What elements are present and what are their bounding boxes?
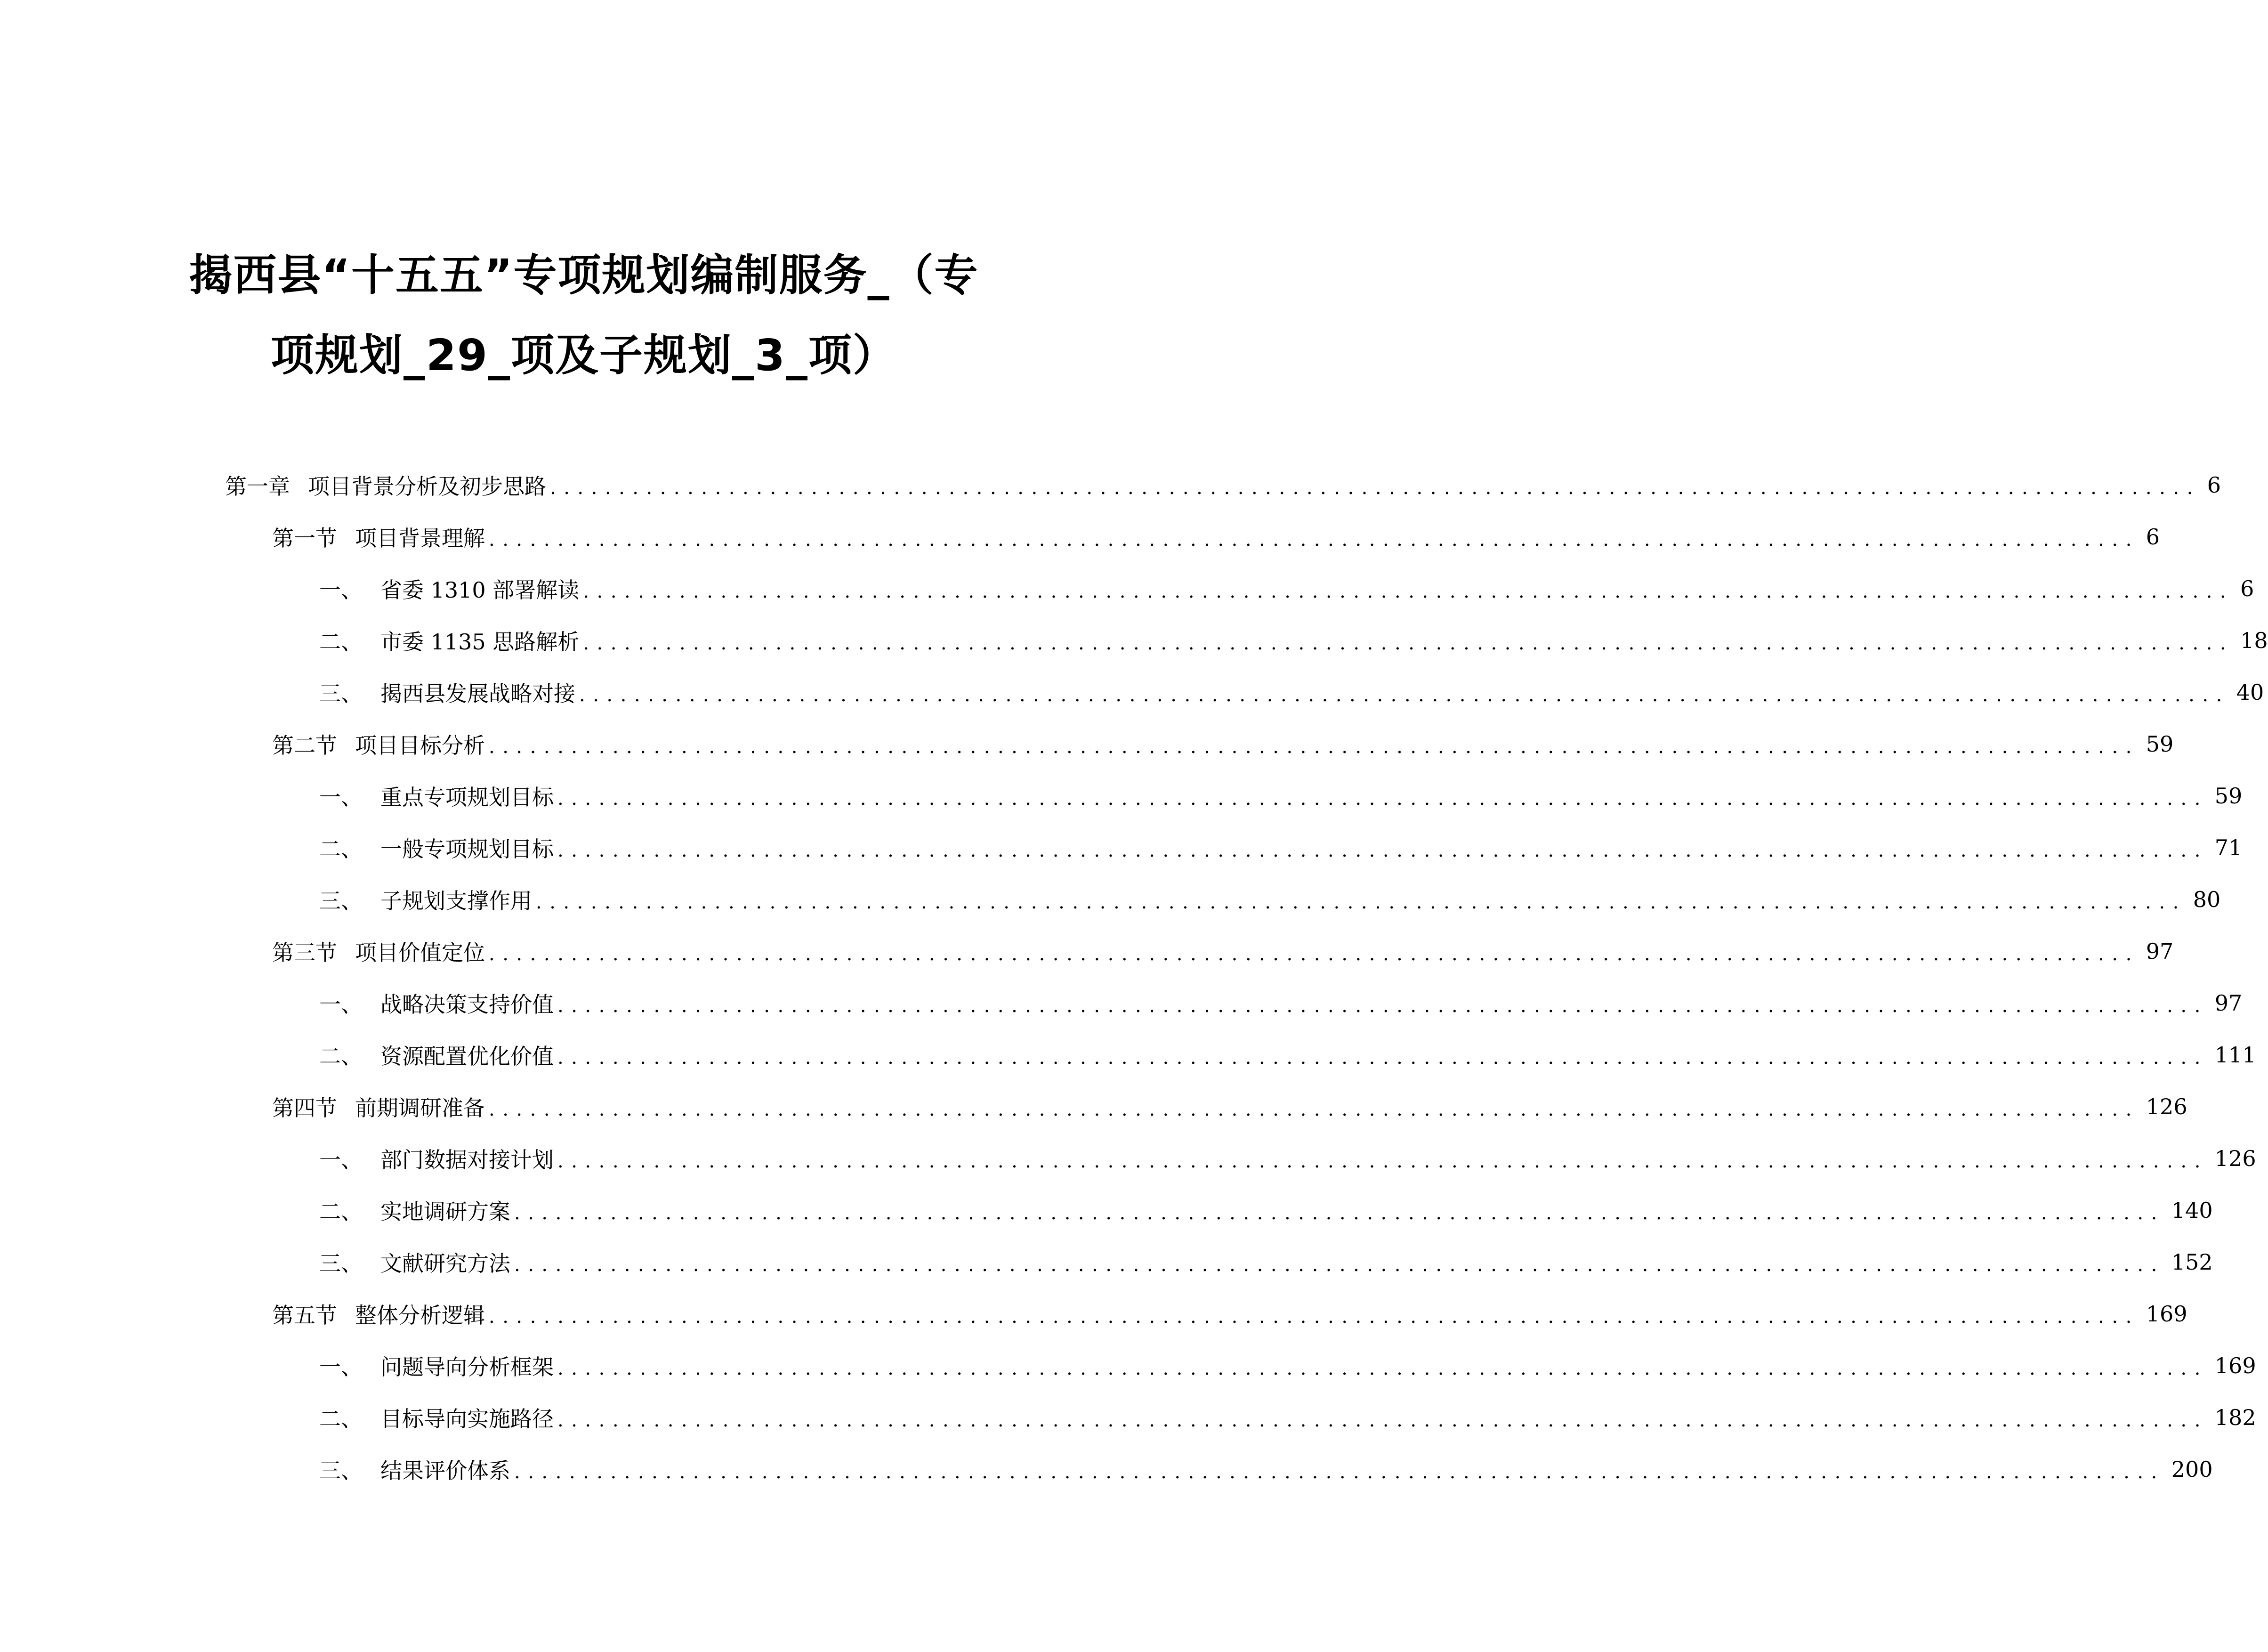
toc-page-number: 126	[2214, 1146, 2256, 1171]
toc-dot-leader: ........................................................................................................................	[489, 529, 2139, 551]
toc-entry[interactable]	[272, 511, 2160, 563]
toc-entry-title: 实地调研方案	[380, 1199, 510, 1224]
toc-dot-leader: ........................................................................................................................	[536, 891, 2187, 913]
toc-dot-leader: ........................................................................................................................	[557, 1358, 2208, 1379]
toc-entry-number: 第三节	[272, 940, 337, 965]
toc-entry-title: 项目背景理解	[355, 526, 485, 551]
toc-page-number: 97	[2146, 939, 2174, 964]
toc-page-number: 140	[2171, 1198, 2213, 1223]
toc-page-number: 6	[2240, 576, 2254, 601]
toc-dot-leader: ........................................................................................................................	[557, 995, 2208, 1017]
toc-entry-number: 第一节	[272, 526, 337, 551]
toc-dot-leader: ........................................................................................................................	[579, 684, 2230, 706]
toc-entry[interactable]	[319, 615, 2268, 666]
toc-dot-leader: ........................................................................................................................	[514, 1202, 2165, 1224]
toc-entry-number: 第四节	[272, 1095, 337, 1121]
toc-entry-number: 三、	[319, 1458, 363, 1483]
toc-entry-title: 重点专项规划目标	[380, 785, 554, 810]
toc-entry-title: 前期调研准备	[355, 1095, 485, 1121]
toc-entry-number: 二、	[319, 836, 363, 862]
toc-entry-number: 三、	[319, 1251, 363, 1276]
title-line-2: 项规划_29_项及子规划_3_项）	[270, 330, 897, 381]
toc-entry-number: 三、	[319, 681, 363, 706]
toc-entry[interactable]	[319, 563, 2254, 615]
toc-entry-title: 目标导向实施路径	[380, 1406, 554, 1432]
toc-entry[interactable]	[272, 718, 2174, 770]
toc-page-number: 59	[2214, 783, 2243, 809]
toc-entry-number: 三、	[319, 888, 363, 914]
toc-dot-leader: ........................................................................................................................	[514, 1461, 2165, 1483]
toc-entry-number: 第五节	[272, 1303, 337, 1328]
toc-entry-number: 二、	[319, 1199, 363, 1224]
toc-page-number: 182	[2214, 1405, 2256, 1430]
toc-entry-number: 一、	[319, 992, 363, 1017]
toc-dot-leader: ........................................................................................................................	[489, 1099, 2139, 1120]
toc-entry-title: 问题导向分析框架	[380, 1354, 554, 1380]
toc-page-number: 6	[2146, 524, 2160, 550]
toc-entry-title: 揭西县发展战略对接	[380, 681, 575, 706]
toc-entry[interactable]	[319, 1340, 2256, 1392]
toc-page-number: 71	[2214, 835, 2243, 860]
toc-dot-leader: ........................................................................................................................	[557, 1047, 2208, 1069]
toc-entry[interactable]	[225, 459, 2221, 511]
toc-entry[interactable]	[272, 925, 2174, 977]
toc-entry-title: 项目背景分析及初步思路	[308, 474, 546, 499]
toc-dot-leader: ........................................................................................................................	[557, 1409, 2208, 1431]
toc-dot-leader: ........................................................................................................................	[557, 1150, 2208, 1172]
toc-entry-title: 省委 1310 部署解读	[380, 577, 580, 603]
toc-entry-title: 整体分析逻辑	[355, 1303, 485, 1328]
toc-entry-number: 一、	[319, 785, 363, 810]
toc-page-number: 59	[2146, 731, 2174, 757]
toc-entry-title: 战略决策支持价值	[380, 992, 554, 1017]
toc-entry-title: 部门数据对接计划	[380, 1147, 554, 1173]
toc-dot-leader: ........................................................................................................................	[489, 1306, 2139, 1328]
toc-entry[interactable]	[319, 1236, 2213, 1288]
toc-page-number: 152	[2171, 1249, 2213, 1275]
toc-entry[interactable]	[272, 1288, 2187, 1340]
toc-entry-number: 一、	[319, 1147, 363, 1173]
toc-entry[interactable]	[319, 977, 2243, 1029]
toc-entry-title: 结果评价体系	[380, 1458, 510, 1483]
toc-dot-leader: ........................................................................................................................	[557, 788, 2208, 810]
toc-dot-leader: ........................................................................................................................	[489, 736, 2139, 758]
toc-dot-leader: ........................................................................................................................	[550, 477, 2201, 499]
toc-entry[interactable]	[319, 1133, 2256, 1184]
toc-entry-title: 文献研究方法	[380, 1251, 510, 1276]
toc-entry[interactable]	[319, 770, 2243, 822]
toc-dot-leader: ........................................................................................................................	[489, 943, 2139, 965]
toc-dot-leader: ........................................................................................................................	[583, 632, 2234, 654]
toc-entry[interactable]	[272, 1081, 2187, 1133]
toc-page-number: 111	[2214, 1042, 2256, 1068]
toc-page-number: 169	[2214, 1353, 2256, 1378]
toc-entry-title: 市委 1135 思路解析	[380, 629, 580, 655]
toc-entry-number: 二、	[319, 1406, 363, 1432]
toc-page-number: 40	[2236, 680, 2264, 705]
toc-entry[interactable]	[319, 666, 2264, 718]
toc-entry-title: 资源配置优化价值	[380, 1044, 554, 1069]
toc-entry-number: 一、	[319, 1354, 363, 1380]
toc-entry[interactable]	[319, 874, 2221, 925]
toc-page-number: 80	[2193, 887, 2221, 912]
toc-entry[interactable]	[319, 822, 2243, 874]
toc-entry-number: 一、	[319, 577, 363, 603]
toc-page-number: 18	[2240, 628, 2268, 653]
toc-entry-title: 项目目标分析	[355, 733, 485, 758]
toc-entry-title: 子规划支撑作用	[380, 888, 532, 914]
toc-entry-number: 二、	[319, 629, 363, 655]
toc-entry-title: 一般专项规划目标	[380, 836, 554, 862]
toc-entry[interactable]	[319, 1443, 2213, 1495]
toc-entry[interactable]	[319, 1184, 2213, 1236]
toc-entry[interactable]	[319, 1392, 2256, 1443]
document-title	[141, 235, 1026, 396]
toc-entry-title: 项目价值定位	[355, 940, 485, 965]
title-line-1: 揭西县“十五五”专项规划编制服务_（专	[189, 250, 979, 300]
toc-page-number: 126	[2146, 1094, 2187, 1119]
toc-entry[interactable]	[319, 1029, 2256, 1081]
toc-page-number: 200	[2171, 1457, 2213, 1482]
toc-dot-leader: ........................................................................................................................	[557, 840, 2208, 861]
toc-dot-leader: ........................................................................................................................	[514, 1254, 2165, 1276]
toc-entry-number: 第一章	[225, 474, 290, 499]
toc-page-number: 169	[2146, 1301, 2187, 1327]
toc-entry-number: 第二节	[272, 733, 337, 758]
toc-page-number: 97	[2214, 990, 2243, 1016]
toc-entry-number: 二、	[319, 1044, 363, 1069]
toc-page-number: 6	[2207, 472, 2221, 498]
toc-dot-leader: ........................................................................................................................	[583, 581, 2234, 602]
